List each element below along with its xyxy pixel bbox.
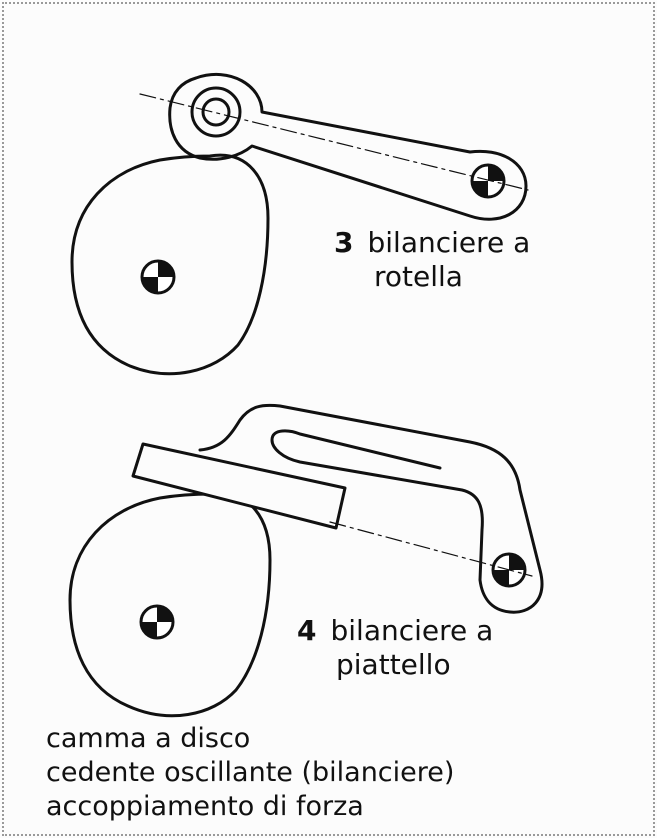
caption-line-3: accoppiamento di forza	[46, 791, 364, 822]
figure-4-label	[297, 614, 493, 648]
caption-line-2: cedente oscillante (bilanciere)	[46, 757, 455, 788]
figure-4-drawing	[70, 405, 542, 715]
figure-3-label-second	[374, 260, 463, 294]
cam-center-mark-top	[142, 261, 174, 293]
roller-wheel	[192, 88, 240, 136]
caption-line-1: camma a disco	[46, 723, 251, 754]
figure-caption	[46, 722, 454, 824]
figure-3-label-line1: bilanciere a	[367, 226, 531, 259]
rocker-axis-line-bottom	[330, 522, 532, 576]
rocker-pivot-mark-top	[472, 165, 504, 197]
roller-pin	[203, 99, 229, 125]
flat-follower-plate	[133, 444, 345, 528]
figure-3-label-line2: rotella	[374, 260, 463, 293]
figure-4-number: 4	[297, 614, 317, 647]
roller-rocker-arm	[170, 74, 526, 219]
figure-4-label-second	[336, 648, 451, 682]
figure-3-number: 3	[334, 226, 354, 259]
cam-center-mark-bottom	[141, 606, 173, 638]
figure-3-label	[334, 226, 530, 260]
figure-4-label-line2: piattello	[336, 648, 451, 681]
figure-4-label-line1: bilanciere a	[330, 614, 494, 647]
flat-rocker-arm	[200, 405, 542, 612]
figure-3-drawing	[72, 74, 531, 373]
rocker-axis-line-top	[140, 94, 528, 190]
disc-cam-bottom	[70, 494, 270, 716]
